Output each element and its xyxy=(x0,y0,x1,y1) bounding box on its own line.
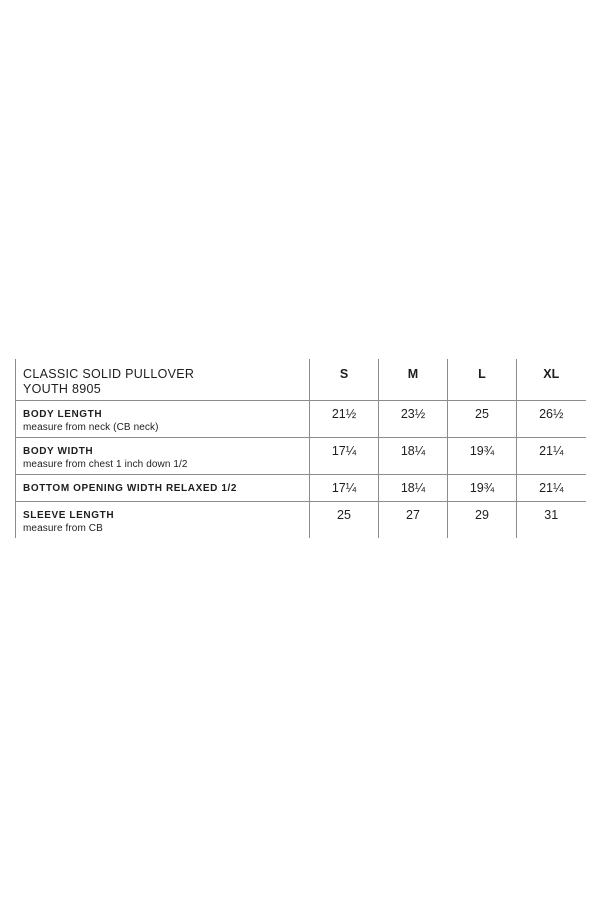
product-style-number: YOUTH 8905 xyxy=(23,382,102,396)
measurement-name: BODY LENGTH xyxy=(23,408,103,420)
measurement-note: measure from CB xyxy=(23,522,103,534)
value-cell-m: 27 xyxy=(379,501,448,538)
value-cell-xl: 21¼ xyxy=(517,437,586,474)
table-row xyxy=(16,400,586,437)
product-title-cell xyxy=(16,359,310,400)
value-cell-s: 17¼ xyxy=(310,474,379,501)
measurement-note: measure from chest 1 inch down 1/2 xyxy=(23,458,188,470)
measurement-label xyxy=(16,474,310,501)
measurement-name: BOTTOM OPENING WIDTH RELAXED 1/2 xyxy=(23,482,238,494)
value-cell-m: 18¼ xyxy=(379,474,448,501)
size-header-s: S xyxy=(310,359,379,400)
value-cell-l: 29 xyxy=(448,501,517,538)
value-cell-m: 18¼ xyxy=(379,437,448,474)
measurement-label xyxy=(16,437,310,474)
size-header-l: L xyxy=(448,359,517,400)
value-cell-l: 19¾ xyxy=(448,437,517,474)
measurement-name: BODY WIDTH xyxy=(23,445,94,457)
measurement-note: measure from neck (CB neck) xyxy=(23,421,159,433)
measurement-label xyxy=(16,501,310,538)
size-header-xl: XL xyxy=(517,359,586,400)
measurement-name: SLEEVE LENGTH xyxy=(23,509,115,521)
size-chart-table xyxy=(15,359,586,538)
table-row xyxy=(16,501,586,538)
value-cell-xl: 31 xyxy=(517,501,586,538)
table-row xyxy=(16,437,586,474)
value-cell-xl: 26½ xyxy=(517,400,586,437)
value-cell-s: 25 xyxy=(310,501,379,538)
size-header-row xyxy=(16,359,586,400)
value-cell-m: 23½ xyxy=(379,400,448,437)
size-header-m: M xyxy=(379,359,448,400)
value-cell-l: 19¾ xyxy=(448,474,517,501)
value-cell-xl: 21¼ xyxy=(517,474,586,501)
product-name: CLASSIC SOLID PULLOVER xyxy=(23,367,195,381)
value-cell-s: 21½ xyxy=(310,400,379,437)
table-row xyxy=(16,474,586,501)
value-cell-s: 17¼ xyxy=(310,437,379,474)
measurement-label xyxy=(16,400,310,437)
value-cell-l: 25 xyxy=(448,400,517,437)
